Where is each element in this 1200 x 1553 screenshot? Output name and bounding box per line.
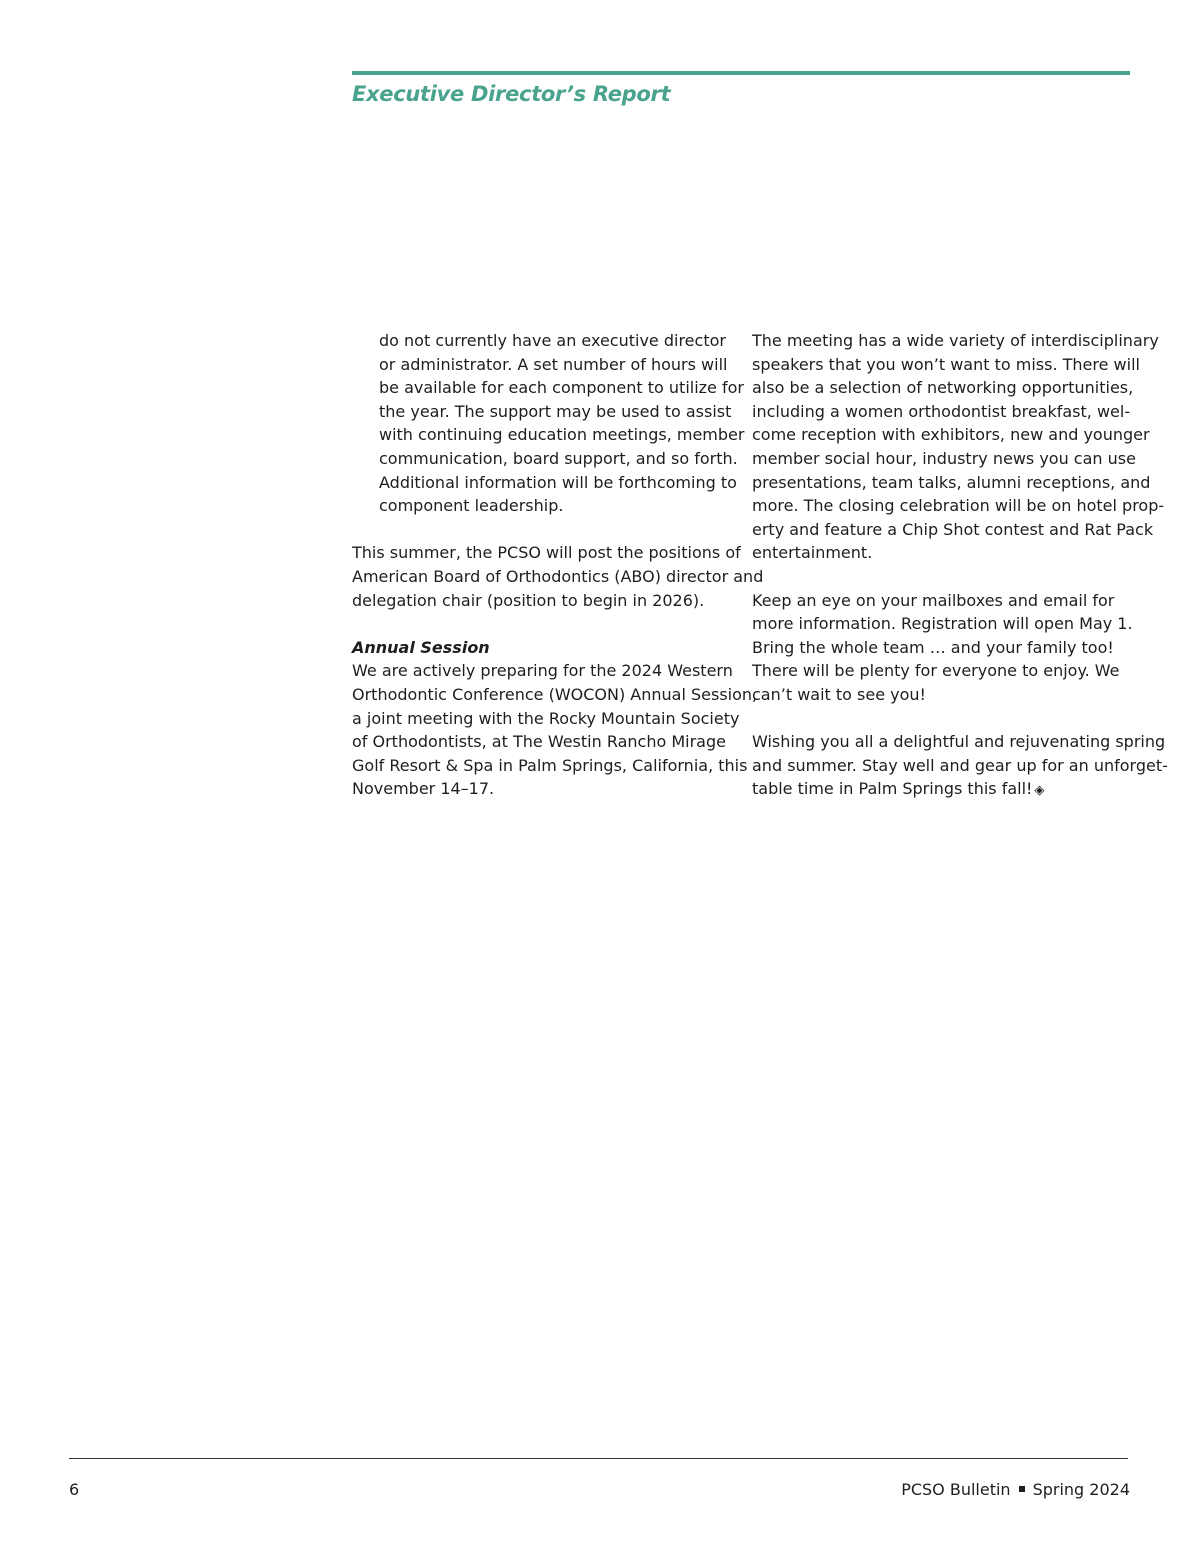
text-line: be available for each component to utilize for [379, 378, 744, 398]
text-line: also be a selection of networking opportunities, [752, 378, 1134, 398]
footer-publication-info [901, 1480, 1130, 1499]
text-line: Golf Resort & Spa in Palm Springs, California, this [352, 755, 748, 775]
text-line: We are actively preparing for the 2024 Western [352, 661, 733, 681]
text-line: American Board of Orthodontics (ABO) director and [352, 566, 764, 586]
right-column [752, 329, 1168, 824]
continued-paragraph [352, 329, 745, 518]
text-line: This summer, the PCSO will post the positions of [352, 543, 741, 563]
end-of-article-icon: ◈ [1034, 783, 1045, 799]
text-line: a joint meeting with the Rocky Mountain Society [352, 708, 740, 728]
text-line: with continuing education meetings, member [379, 425, 745, 445]
publication-name: PCSO Bulletin [901, 1480, 1011, 1499]
text-line: Orthodontic Conference (WOCON) Annual Session, [352, 684, 758, 704]
text-line: table time in Palm Springs this fall! [752, 779, 1033, 799]
text-line: entertainment. [752, 543, 873, 563]
text-line: of Orthodontists, at The Westin Rancho Mirage [352, 732, 726, 752]
text-line: Wishing you all a delightful and rejuvenating spring [752, 732, 1166, 752]
issue-label: Spring 2024 [1032, 1480, 1130, 1499]
text-line: or administrator. A set number of hours will [379, 354, 728, 374]
text-line: The meeting has a wide variety of interdisciplinary [752, 331, 1159, 350]
registration-paragraph [752, 589, 1142, 707]
left-column [352, 329, 764, 824]
text-line: delegation chair (position to begin in 2026). [352, 590, 705, 610]
annual-session-section [352, 636, 758, 801]
footer-rule [69, 1458, 1128, 1459]
text-line: Additional information will be forthcoming to [379, 472, 737, 492]
text-line: There will be plenty for everyone to enjoy. We [752, 661, 1120, 681]
text-line: can’t wait to see you! [752, 684, 926, 704]
text-line: speakers that you won’t want to miss. There will [752, 354, 1140, 374]
section-title: Executive Director’s Report [352, 82, 671, 106]
text-line: Keep an eye on your mailboxes and email for [752, 590, 1115, 610]
text-line: and summer. Stay well and gear up for an unforget- [752, 755, 1168, 775]
text-line: including a women orthodontist breakfast, wel- [752, 401, 1131, 421]
page-number: 6 [69, 1480, 80, 1499]
text-line: more. The closing celebration will be on hotel prop- [752, 496, 1165, 516]
closing-paragraph [752, 730, 1168, 801]
text-line: come reception with exhibitors, new and younger [752, 425, 1150, 445]
text-line: Bring the whole team … and your family too! [752, 637, 1114, 657]
text-line: erty and feature a Chip Shot contest and Rat Pack [752, 519, 1154, 539]
summer-paragraph [352, 541, 764, 612]
header-rule [352, 71, 1130, 75]
text-line: more information. Registration will open May 1. [752, 614, 1133, 634]
text-line: communication, board support, and so forth. [379, 448, 738, 468]
annual-session-heading: Annual Session [352, 637, 490, 657]
meeting-paragraph [752, 329, 1165, 565]
text-line: member social hour, industry news you can use [752, 448, 1136, 468]
square-bullet-icon [1019, 1486, 1025, 1492]
text-line: the year. The support may be used to assist [379, 401, 732, 421]
text-line: component leadership. [379, 496, 564, 516]
text-line: presentations, team talks, alumni receptions, and [752, 472, 1151, 492]
text-line: do not currently have an executive director [379, 331, 726, 350]
closing-last-line [752, 777, 1142, 801]
text-line: November 14–17. [352, 779, 495, 799]
